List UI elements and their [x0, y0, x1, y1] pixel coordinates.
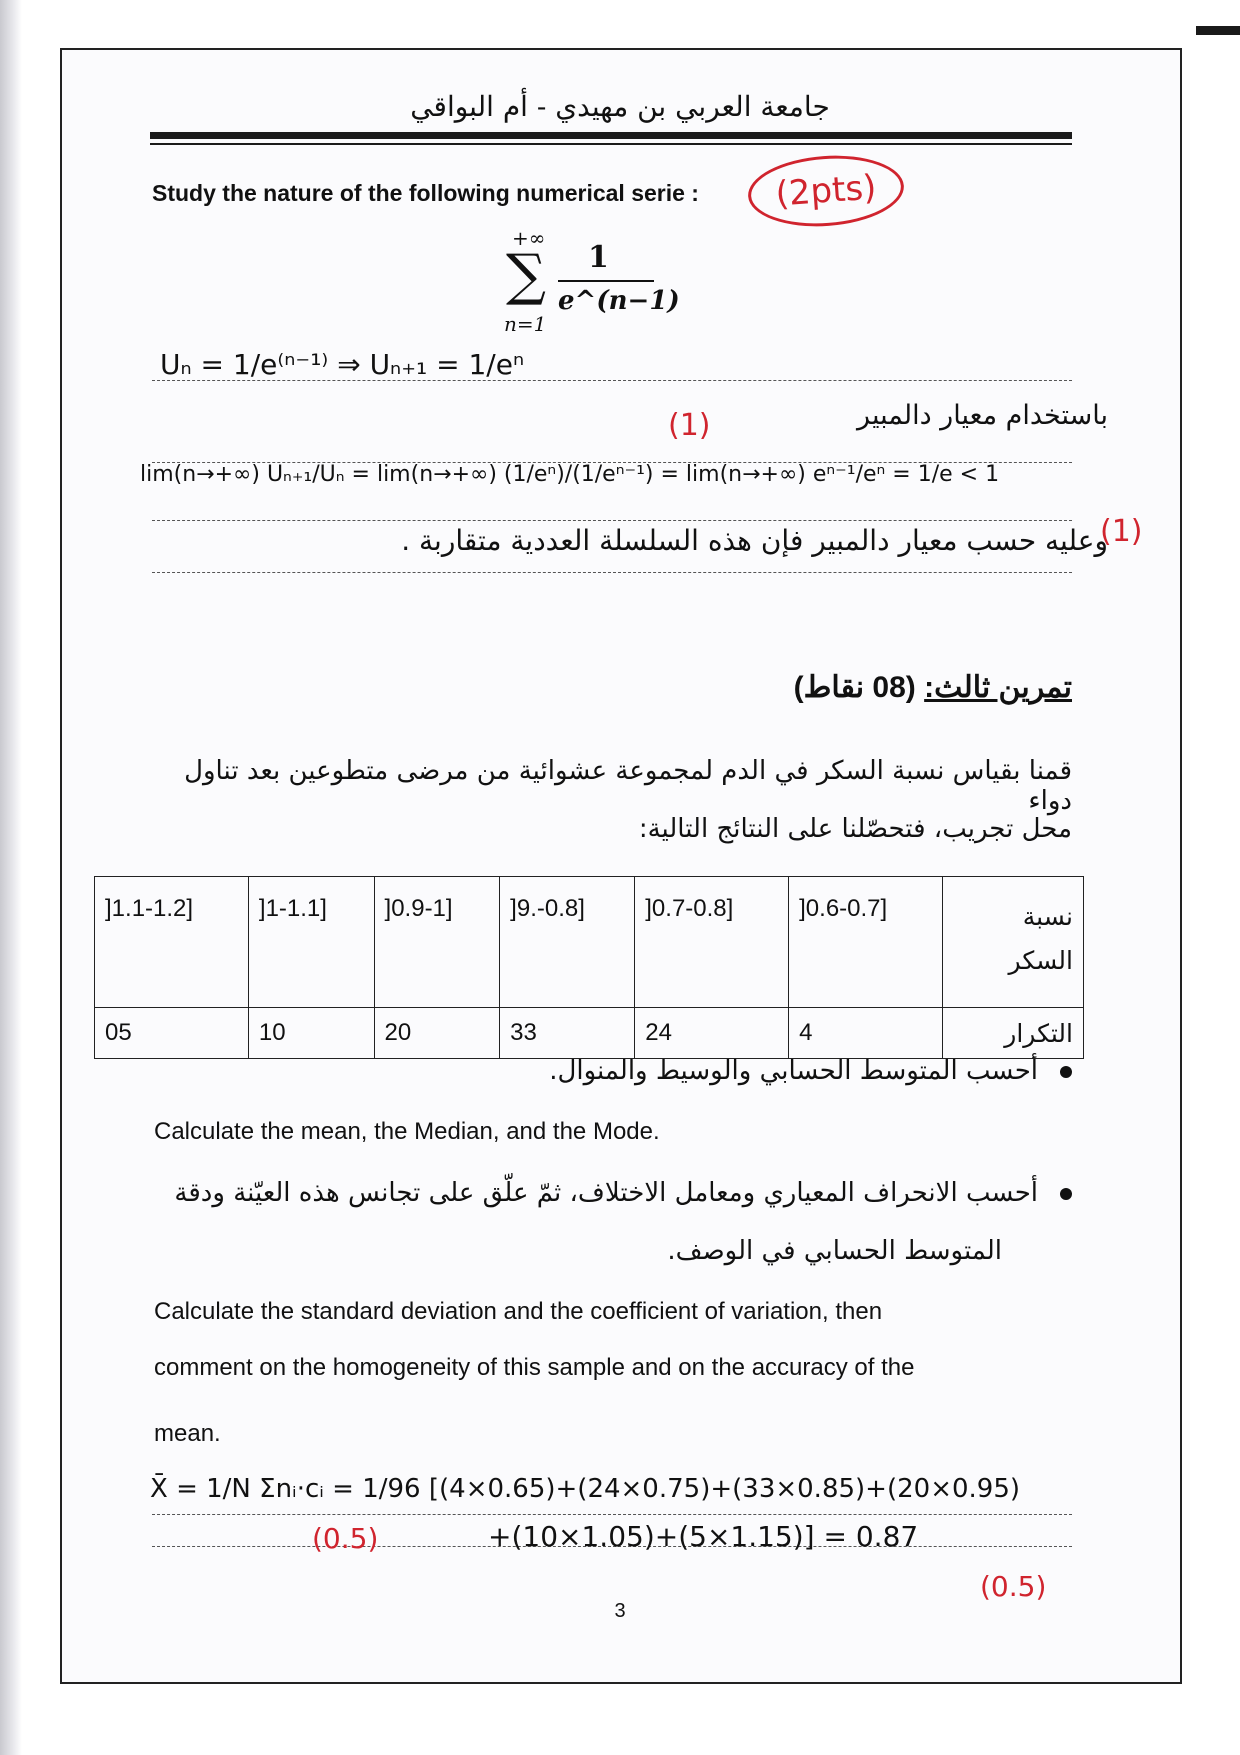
handwritten-mean-line2: +(10×1.05)+(5×1.15)] = 0.87 [488, 1520, 919, 1553]
fraction-bar [558, 280, 654, 282]
page-number: 3 [614, 1600, 626, 1622]
exercise-points: (08 نقاط) [793, 671, 916, 704]
table-cell: 10 [248, 1008, 374, 1059]
sigma-symbol: ∑ [506, 243, 546, 308]
data-table [94, 876, 1084, 1059]
table-cell: [0.9-1[ [374, 877, 500, 1008]
table-cell: [0.6-0.7[ [789, 877, 943, 1008]
handwritten-mark: (0.5) [312, 1522, 379, 1555]
handwritten-un: Uₙ = 1/e⁽ⁿ⁻¹⁾ ⇒ Uₙ₊₁ = 1/eⁿ [160, 348, 525, 381]
question-prompt: Study the nature of the following numerical serie : [152, 180, 699, 206]
handwritten-mark: (1) [668, 408, 711, 443]
table-cell: [1.1-1.2[ [95, 877, 249, 1008]
table-cell: [0.7-0.8[ [635, 877, 789, 1008]
task2-arabic-line2: المتوسط الحسابي في الوصف. [667, 1236, 1002, 1266]
task1-arabic [112, 1056, 1072, 1086]
fraction-numerator: 1 [588, 240, 609, 275]
ruled-line [152, 520, 1072, 521]
exercise-title: تمرين ثالث: [924, 671, 1072, 704]
handwritten-mark: (0.5) [980, 1570, 1047, 1603]
handwritten-mark: (1) [1100, 514, 1143, 549]
handwritten-conclusion-ar: وعليه حسب معيار دالمبير فإن هذه السلسلة العددية متقاربة . [401, 524, 1108, 557]
intro-paragraph-line2: محل تجريب، فتحصّلنا على النتائج التالية: [638, 814, 1072, 844]
score-annotation: (2pts) [746, 151, 907, 232]
scan-corner-mark [1196, 26, 1240, 35]
exercise-heading [794, 670, 1072, 705]
university-header: جامعة العربي بن مهيدي - أم البواقي [410, 90, 830, 123]
handwritten-criterion-ar: باستخدام معيار دالمبير [857, 400, 1108, 431]
bullet-icon [1060, 1066, 1072, 1078]
handwritten-ratio-limit: lim(n→+∞) Uₙ₊₁/Uₙ = lim(n→+∞) (1/eⁿ)/(1/eⁿ⁻¹) = lim(n→+∞) eⁿ⁻¹/eⁿ = 1/e < 1 [140, 462, 1000, 487]
task2-english-line3: mean. [154, 1420, 221, 1447]
handwritten-mean-line1: X̄ = 1/N Σnᵢ·cᵢ = 1/96 [(4×0.65)+(24×0.75)+(33×0.85)+(20×0.95) [150, 1474, 1021, 1504]
table-row [95, 877, 1084, 1008]
bullet-icon [1060, 1188, 1072, 1200]
sum-upper-limit: +∞ [512, 226, 546, 250]
row-label-frequency: التكرار [943, 1008, 1084, 1059]
series-formula [500, 226, 680, 341]
fraction-denominator: e^(n−1) [558, 286, 680, 316]
task2-arabic-text: أحسب الانحراف المعياري ومعامل الاختلاف، ثمّ علّق على تجانس هذه العيّنة ودقة [174, 1178, 1038, 1208]
intro-paragraph-line1: قمنا بقياس نسبة السكر في الدم لمجموعة عشوائية من مرضى متطوعين بعد تناول دواء [184, 756, 1072, 816]
table-row [95, 1008, 1084, 1059]
ruled-line [152, 572, 1072, 573]
sum-lower-limit: n=1 [504, 312, 547, 336]
table-cell: 24 [635, 1008, 789, 1059]
task2-arabic-line1 [112, 1178, 1072, 1208]
scan-edge-shadow [0, 0, 22, 1755]
header-rule-thin [150, 143, 1072, 145]
task1-arabic-text: أحسب المتوسط الحسابي والوسيط والمنوال. [549, 1056, 1038, 1086]
table-cell: 20 [374, 1008, 500, 1059]
table-cell: 4 [789, 1008, 943, 1059]
task2-english-line2: comment on the homogeneity of this sample and on the accuracy of the [154, 1354, 915, 1381]
ruled-line [152, 1514, 1072, 1515]
table-cell: 33 [500, 1008, 635, 1059]
table-cell: [0.8-.9[ [500, 877, 635, 1008]
task2-english-line1: Calculate the standard deviation and the coefficient of variation, then [154, 1298, 883, 1325]
row-label-classes: نسبة السكر [943, 877, 1084, 1008]
header-rule [150, 132, 1072, 139]
table-cell: 05 [95, 1008, 249, 1059]
task1-english: Calculate the mean, the Median, and the Mode. [154, 1118, 660, 1145]
table-cell: [1-1.1[ [248, 877, 374, 1008]
